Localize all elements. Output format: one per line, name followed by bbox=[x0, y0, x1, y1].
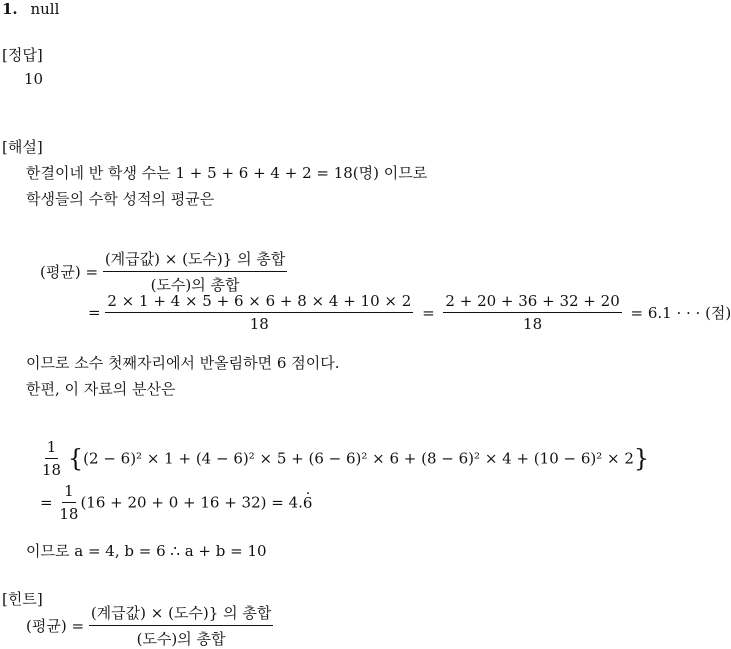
sum-fraction bbox=[105, 292, 413, 333]
mean-denominator: (도수)의 총합 bbox=[150, 276, 240, 294]
repeating-digit: . 6 bbox=[303, 494, 313, 512]
explanation-line-1: 한결이네 반 학생 수는 1 + 5 + 6 + 4 + 2 = 18(명) 이므로 bbox=[26, 164, 428, 182]
mean-lhs: (평균) = bbox=[40, 263, 99, 281]
hint-numerator: (계급값) × (도수)} 의 총합 bbox=[89, 602, 274, 626]
variance-coefficient bbox=[40, 438, 63, 479]
variance-equals: = bbox=[40, 493, 53, 512]
mean-result: = 6.1 · · · (점) bbox=[630, 304, 731, 322]
equals-sign-2: = bbox=[422, 303, 435, 322]
right-brace: } bbox=[633, 444, 650, 473]
simplified-numerator: 2 + 20 + 36 + 32 + 20 bbox=[443, 292, 621, 313]
problem-text: null bbox=[30, 0, 60, 18]
sum-numerator: 2 × 1 + 4 × 5 + 6 × 6 + 8 × 4 + 10 × 2 bbox=[105, 292, 413, 313]
explanation-label: [해설] bbox=[2, 138, 43, 156]
variance-coef-numerator: 1 bbox=[45, 438, 59, 459]
answer-label: [정답] bbox=[2, 46, 43, 64]
hint-denominator: (도수)의 총합 bbox=[136, 630, 226, 648]
variance-value: (16 + 20 + 0 + 16 + 32) = 4. bbox=[80, 493, 303, 512]
explanation-line-2: 학생들의 수학 성적의 평균은 bbox=[26, 190, 215, 208]
variance-terms: (2 − 6)² × 1 + (4 − 6)² × 5 + (6 − 6)² × 6 + (8 − 6)² × 4 + (10 − 6)² × 2 bbox=[83, 449, 634, 468]
variance-formula bbox=[40, 438, 649, 479]
simplified-denominator: 18 bbox=[523, 315, 543, 333]
conclusion: 이므로 a = 4, b = 6 ∴ a + b = 10 bbox=[26, 542, 267, 560]
hint-formula bbox=[26, 602, 273, 649]
simplified-fraction bbox=[443, 292, 621, 333]
variance-result-coefficient bbox=[57, 482, 80, 523]
problem-header bbox=[2, 0, 59, 18]
explanation-line-3: 이므로 소수 첫째자리에서 반올림하면 6 점이다. bbox=[26, 354, 340, 372]
sum-denominator: 18 bbox=[249, 315, 269, 333]
mean-computation bbox=[88, 292, 731, 333]
answer-value: 10 bbox=[24, 70, 44, 88]
hint-lhs: (평균) = bbox=[26, 617, 85, 635]
variance-result bbox=[40, 482, 312, 523]
explanation-line-4: 한편, 이 자료의 분산은 bbox=[26, 380, 176, 398]
variance-coef-denominator: 18 bbox=[42, 461, 62, 479]
hint-label: [힌트] bbox=[2, 590, 43, 608]
variance-result-coef-numerator: 1 bbox=[62, 482, 76, 503]
hint-fraction bbox=[89, 602, 274, 649]
mean-numerator: (계급값) × (도수)} 의 총합 bbox=[103, 248, 288, 272]
equals-sign: = bbox=[88, 303, 101, 322]
variance-result-coef-denominator: 18 bbox=[59, 505, 79, 523]
left-brace: { bbox=[67, 444, 84, 473]
mean-formula bbox=[40, 248, 287, 295]
problem-number: 1. bbox=[2, 0, 18, 18]
mean-fraction bbox=[103, 248, 288, 295]
